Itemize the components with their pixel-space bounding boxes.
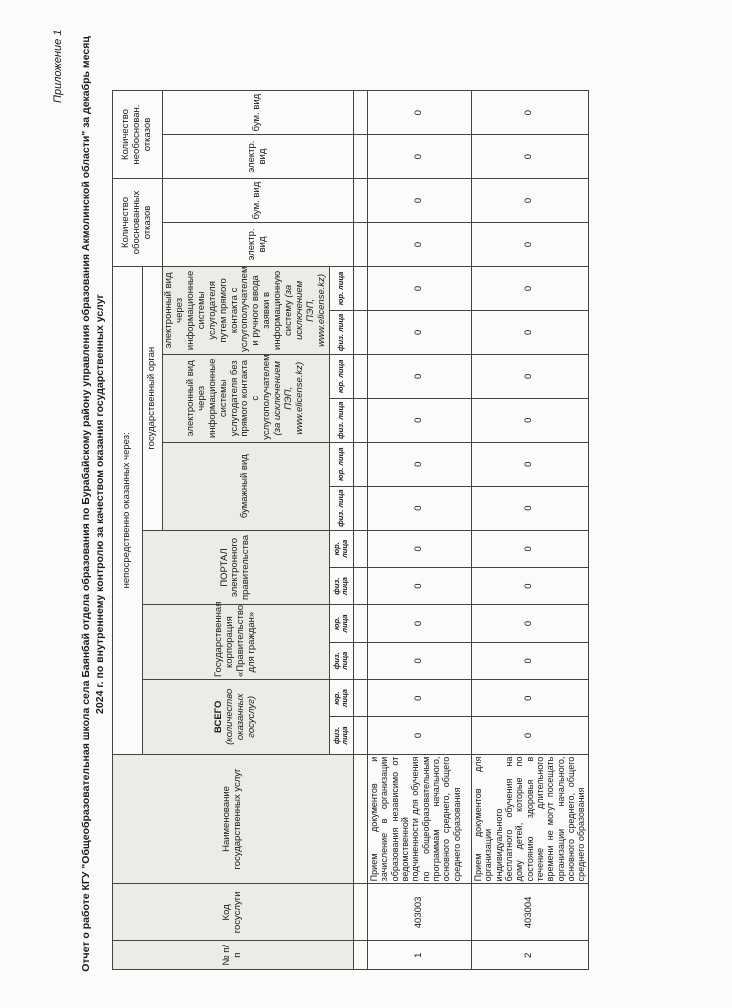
row-1-service: Прием документов и зачисление в организации образования независимо от ведомственной подчиненности для обучения по общеобразовательным программам начального, основного среднего, общего среднего образования [367,754,471,884]
subheader-jur: юр. лица [329,354,353,398]
row-2-service: Прием документов для организации индивидуального бесплатного обучения на дому детей, которые по состоянию здоровья в течение длительного времени не могут посещать организации начального, основного среднего, общего среднего образования [471,754,588,884]
header-electronic-2 [163,266,330,354]
spacer-cell [353,310,367,354]
subheader-phys: физ. лица [329,486,353,530]
header-electronic-1-text: электронный вид через информационные системы услугодателя без прямого контакта с услугополучателем [184,354,273,440]
spacer-cell [353,442,367,486]
row-2-code: 403004 [471,884,588,941]
header-paper: бумажный вид [163,442,330,530]
spacer-cell [353,530,367,567]
subheader-phys: физ. лица [329,642,353,679]
row-2-value: 0 [471,398,588,442]
subheader-phys: физ. лица [329,310,353,354]
header-service-name: Наименование государственных услуг [113,754,354,884]
row-2-num: 2 [471,941,588,970]
spacer-cell [353,266,367,310]
subheader-jur: юр. лица [329,679,353,716]
header-unjustified-paper: бум. вид [163,91,354,135]
appendix-label: Приложение 1 [52,29,64,103]
row-1-num: 1 [367,941,471,970]
row-1-value: 0 [367,486,471,530]
header-code: Код госуслуги [113,884,354,941]
spacer-cell [353,222,367,266]
subheader-jur: юр. лица [329,442,353,486]
spacer-cell [353,605,367,642]
row-2-value: 0 [471,266,588,310]
row-2-value: 0 [471,605,588,642]
spacer-cell [353,717,367,754]
row-1-value: 0 [367,567,471,604]
row-2-value: 0 [471,679,588,716]
spacer-cell [353,642,367,679]
header-justified-electronic: электр. вид [163,222,354,266]
row-1-value: 0 [367,222,471,266]
subheader-phys: физ. лица [329,717,353,754]
row-1-value: 0 [367,398,471,442]
row-1-value: 0 [367,310,471,354]
row-1-value: 0 [367,642,471,679]
row-2-value: 0 [471,354,588,398]
row-2-value: 0 [471,717,588,754]
row-2-value: 0 [471,642,588,679]
header-justified-paper: бум. вид [163,179,354,223]
header-electronic-1-note: (за исключением ПЭП, www.elicense.kz) [272,361,306,436]
row-1-value: 0 [367,605,471,642]
row-1-value: 0 [367,717,471,754]
spacer-cell [353,486,367,530]
table-row [471,91,588,970]
row-2-value: 0 [471,91,588,135]
report-title-line-1: Отчет о работе КГУ "Общеобразовательная школа села Баянбай отдела образования по Бурабайскому району управления образования Акмолинской области" за декабрь месяц [80,36,92,972]
header-electronic-1 [163,354,330,442]
header-total [143,679,330,754]
row-1-value: 0 [367,179,471,223]
header-electronic-2-note: (за исключением ПЭП, www.elicense.kz) [283,273,327,347]
header-gov-corp: Государственная корпорация «Правительство для граждан» [143,605,330,680]
subheader-phys: физ. лица [329,567,353,604]
report-table [112,90,589,970]
subheader-jur: юр. лица [329,530,353,567]
row-1-value: 0 [367,135,471,179]
row-1-value: 0 [367,530,471,567]
subheader-phys: физ. лица [329,398,353,442]
row-2-value: 0 [471,442,588,486]
row-2-value: 0 [471,486,588,530]
report-title-line-2: 2024 г. по внутреннему контролю за качеством оказания государственных услуг [94,294,106,714]
spacer-cell [353,754,367,884]
header-unjustified-refusals: Количество необоснован. отказов [113,91,163,179]
header-state-body: государственный орган [143,266,163,530]
header-unjustified-electronic: электр. вид [163,135,354,179]
row-2-value: 0 [471,567,588,604]
header-total-label: ВСЕГО [213,700,225,734]
header-total-note: (количество оказанных госуслуг) [223,688,257,745]
spacer-cell [353,135,367,179]
header-electronic-2-text: электронный вид через информационные системы услугодателя путем прямого контакта с услугополучателем и ручного ввода заявки в информационную систему [163,266,295,352]
table-row [367,91,471,970]
row-1-value: 0 [367,679,471,716]
subheader-jur: юр. лица [329,605,353,642]
row-1-value: 0 [367,266,471,310]
spacer-cell [353,679,367,716]
spacer-cell [353,884,367,941]
spacer-cell [353,398,367,442]
row-1-value: 0 [367,354,471,398]
row-1-code: 403003 [367,884,471,941]
header-portal: ПОРТАЛ электронного правительства [143,530,330,605]
spacer-cell [353,91,367,135]
header-justified-refusals: Количество обоснованных отказов [113,179,163,267]
row-1-value: 0 [367,442,471,486]
row-2-value: 0 [471,135,588,179]
row-1-value: 0 [367,91,471,135]
spacer-cell [353,941,367,970]
row-2-value: 0 [471,530,588,567]
spacer-cell [353,179,367,223]
subheader-jur: юр. лица [329,266,353,310]
row-2-value: 0 [471,310,588,354]
header-directly-rendered: непосредственно оказанных через: [113,266,143,754]
spacer-cell [353,567,367,604]
header-num: № п/п [113,941,354,970]
spacer-cell [353,354,367,398]
row-2-value: 0 [471,222,588,266]
row-2-value: 0 [471,179,588,223]
